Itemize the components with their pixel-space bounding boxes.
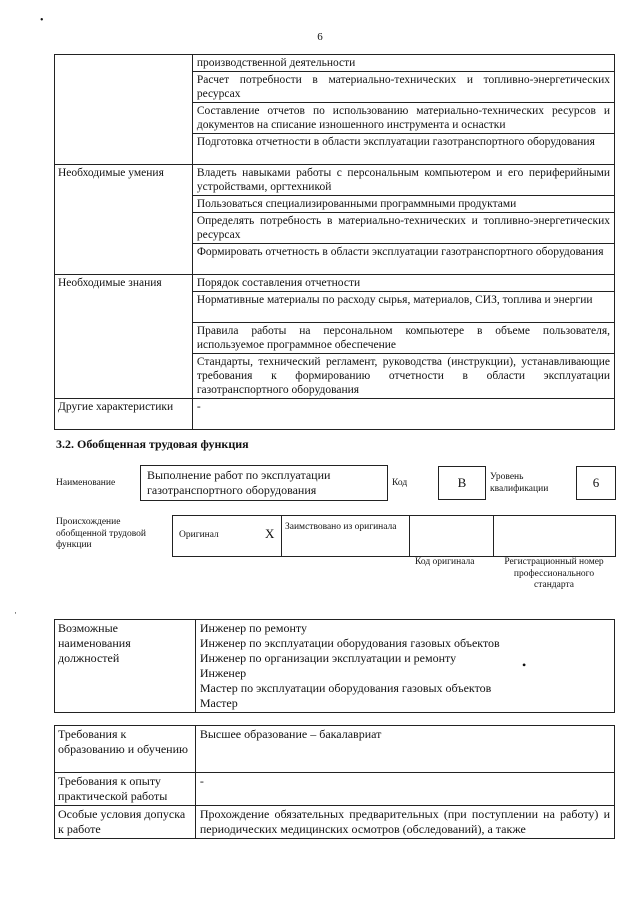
origin-label: Происхождение обобщенной трудовой функции xyxy=(56,517,146,550)
list-item: Мастер xyxy=(199,696,238,710)
table-row xyxy=(55,806,615,839)
name-box xyxy=(140,465,388,501)
table-row xyxy=(55,275,615,292)
code-original-label: Код оригинала xyxy=(415,557,475,567)
row-label-skills: Необходимые умения xyxy=(55,165,193,275)
page-number: 6 xyxy=(317,31,323,43)
reg-number-label: Регистрационный номер профессионального стандарта xyxy=(504,557,604,590)
divider xyxy=(281,516,282,556)
requirement-value: - xyxy=(195,773,614,806)
code-box xyxy=(438,466,486,500)
table-cell: - xyxy=(192,399,614,430)
table-cell: Пользоваться специализированными программными продуктами xyxy=(192,196,614,213)
positions-label: Возможные наименования должностей xyxy=(55,620,196,713)
list-item: Инженер xyxy=(199,666,247,680)
list-item: Мастер по эксплуатации оборудования газовых объектов xyxy=(199,681,492,695)
table-cell: Составление отчетов по использованию материально-технических ресурсов и документов на списание изношенного инструмента и оснастки xyxy=(192,103,614,134)
requirement-value: Высшее образование – бакалавриат xyxy=(195,726,614,773)
table-row xyxy=(55,620,615,713)
table-row xyxy=(55,726,615,773)
table-cell: Порядок составления отчетности xyxy=(192,275,614,292)
level-value: 6 xyxy=(592,475,600,490)
table-cell: Стандарты, технический регламент, руководства (инструкции), устанавливающие требования к формированию отчетности в области эксплуатации газотранспортного оборудования xyxy=(192,354,614,399)
requirement-label: Требования к образованию и обучению xyxy=(55,726,196,773)
table-cell: Правила работы на персональном компьютере в объеме пользователя, используемое программное обеспечение xyxy=(192,323,614,354)
margin-mark: · xyxy=(14,608,17,618)
requirement-label: Особые условия допуска к работе xyxy=(55,806,196,839)
row-label xyxy=(55,55,193,165)
origin-box xyxy=(172,515,616,557)
name-label: Наименование xyxy=(56,478,116,488)
row-label-other: Другие характеристики xyxy=(55,399,193,430)
divider xyxy=(493,516,494,556)
level-label: Уровень квалификации xyxy=(490,472,549,494)
table-cell: Владеть навыками работы с персональным компьютером и его периферийными устройствами, оргтехникой xyxy=(192,165,614,196)
table-cell: Расчет потребности в материально-технических и топливно-энергетических ресурсах xyxy=(192,72,614,103)
list-item: Инженер по ремонту xyxy=(199,621,307,635)
positions-list xyxy=(195,620,614,713)
list-item: Инженер по организации эксплуатации и ремонту xyxy=(199,651,457,665)
stray-mark: • xyxy=(522,658,527,672)
table-cell: Определять потребность в материально-технических и топливно-энергетических ресурсах xyxy=(192,213,614,244)
original-label: Оригинал xyxy=(179,530,219,540)
table-cell: Формировать отчетность в области эксплуатации газотранспортного оборудования xyxy=(192,244,614,275)
table-cell: Подготовка отчетности в области эксплуатации газотранспортного оборудования xyxy=(192,134,614,165)
code-value: B xyxy=(457,475,467,490)
section-title: 3.2. Обобщенная трудовая функция xyxy=(56,437,249,451)
requirement-label: Требования к опыту практической работы xyxy=(55,773,196,806)
code-label: Код xyxy=(392,478,408,488)
table-cell: Нормативные материалы по расходу сырья, материалов, СИЗ, топлива и энергии xyxy=(192,292,614,323)
corner-mark: • xyxy=(40,15,44,26)
list-item: Инженер по эксплуатации оборудования газовых объектов xyxy=(199,636,500,650)
table-cell: производственной деятельности xyxy=(192,55,614,72)
divider xyxy=(409,516,410,556)
requirement-value: Прохождение обязательных предварительных (при поступлении на работу) и периодических медицинских осмотров (обследований), а также xyxy=(195,806,614,839)
name-value: Выполнение работ по эксплуатации газотранспортного оборудования xyxy=(147,468,331,497)
requirements-table xyxy=(54,725,615,839)
level-box xyxy=(576,466,616,500)
borrowed-label: Заимствовано из оригинала xyxy=(285,522,397,532)
skills-knowledge-table xyxy=(54,54,615,430)
original-mark: X xyxy=(265,526,275,541)
row-label-knowledge: Необходимые знания xyxy=(55,275,193,399)
table-row xyxy=(55,399,615,430)
positions-table xyxy=(54,619,615,713)
table-row xyxy=(55,165,615,196)
table-row xyxy=(55,55,615,72)
table-row xyxy=(55,773,615,806)
